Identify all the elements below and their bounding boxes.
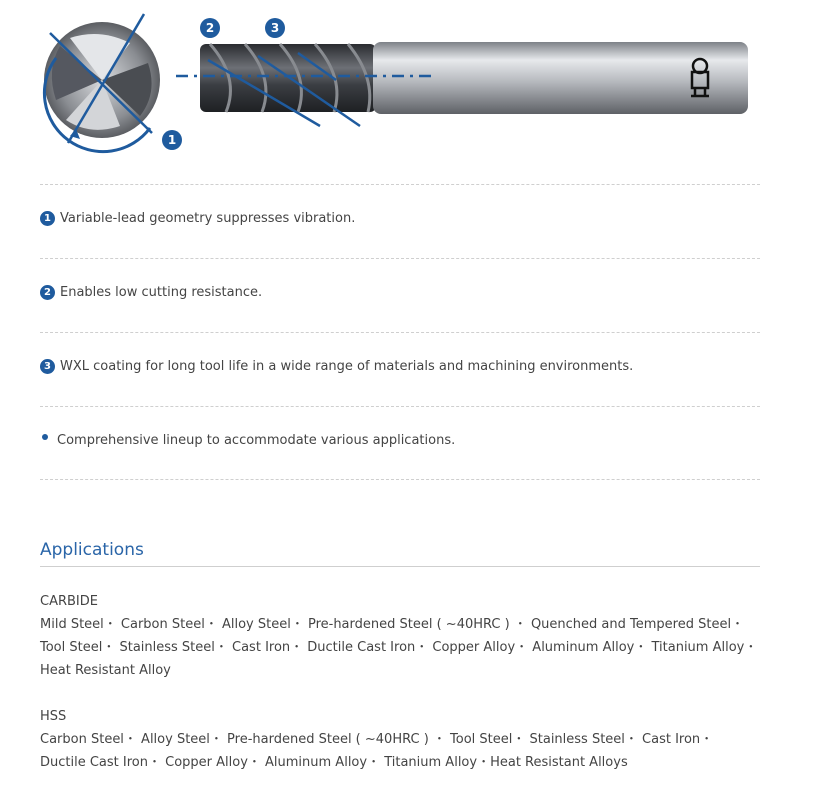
feature-text: Enables low cutting resistance. <box>60 285 263 300</box>
callout-2-label: 2 <box>205 21 215 35</box>
feature-item-3 <box>40 332 760 406</box>
feature-text: Comprehensive lineup to accommodate various applications. <box>57 432 456 448</box>
feature-text: Variable-lead geometry suppresses vibration. <box>60 211 356 226</box>
group-name: CARBIDE <box>40 594 98 609</box>
feature-item-1 <box>40 184 760 258</box>
applications-section <box>40 540 760 774</box>
materials-text: Mild Steel・ Carbon Steel・ Alloy Steel・ Pre-hardened Steel ( ~40HRC ) ・ Quenched and Tempered Steel・ Tool Steel・ Stainless Steel・ Cast Iron・ Ductile Cast Iron・ Copper Alloy・ Aluminum Alloy・ Titanium Alloy・ Heat Resistant Alloy <box>40 617 758 678</box>
applications-title: Applications <box>40 540 760 567</box>
callout-3-label: 3 <box>270 21 280 35</box>
applications-group-carbide <box>40 590 760 682</box>
number-2-icon: 2 <box>40 285 55 300</box>
feature-text: WXL coating for long tool life in a wide range of materials and machining environments. <box>60 359 634 374</box>
end-mill-illustration <box>30 8 770 168</box>
number-3-icon: 3 <box>40 359 55 374</box>
end-face-view <box>44 14 160 152</box>
applications-group-hss <box>40 705 760 774</box>
callout-1-label: 1 <box>167 133 177 147</box>
callout-1 <box>162 130 182 150</box>
bullet-icon <box>42 434 48 440</box>
callout-2 <box>200 18 220 38</box>
number-1-icon: 1 <box>40 211 55 226</box>
feature-item-4 <box>40 406 760 480</box>
group-name: HSS <box>40 709 67 724</box>
callout-3 <box>265 18 285 38</box>
feature-list <box>40 184 760 480</box>
feature-item-2 <box>40 258 760 332</box>
materials-text: Carbon Steel・ Alloy Steel・ Pre-hardened Steel ( ~40HRC ) ・ Tool Steel・ Stainless Steel・ Cast Iron・ Ductile Cast Iron・ Copper Alloy・ Aluminum Alloy・ Titanium Alloy・Heat Resistant Alloys <box>40 732 714 770</box>
